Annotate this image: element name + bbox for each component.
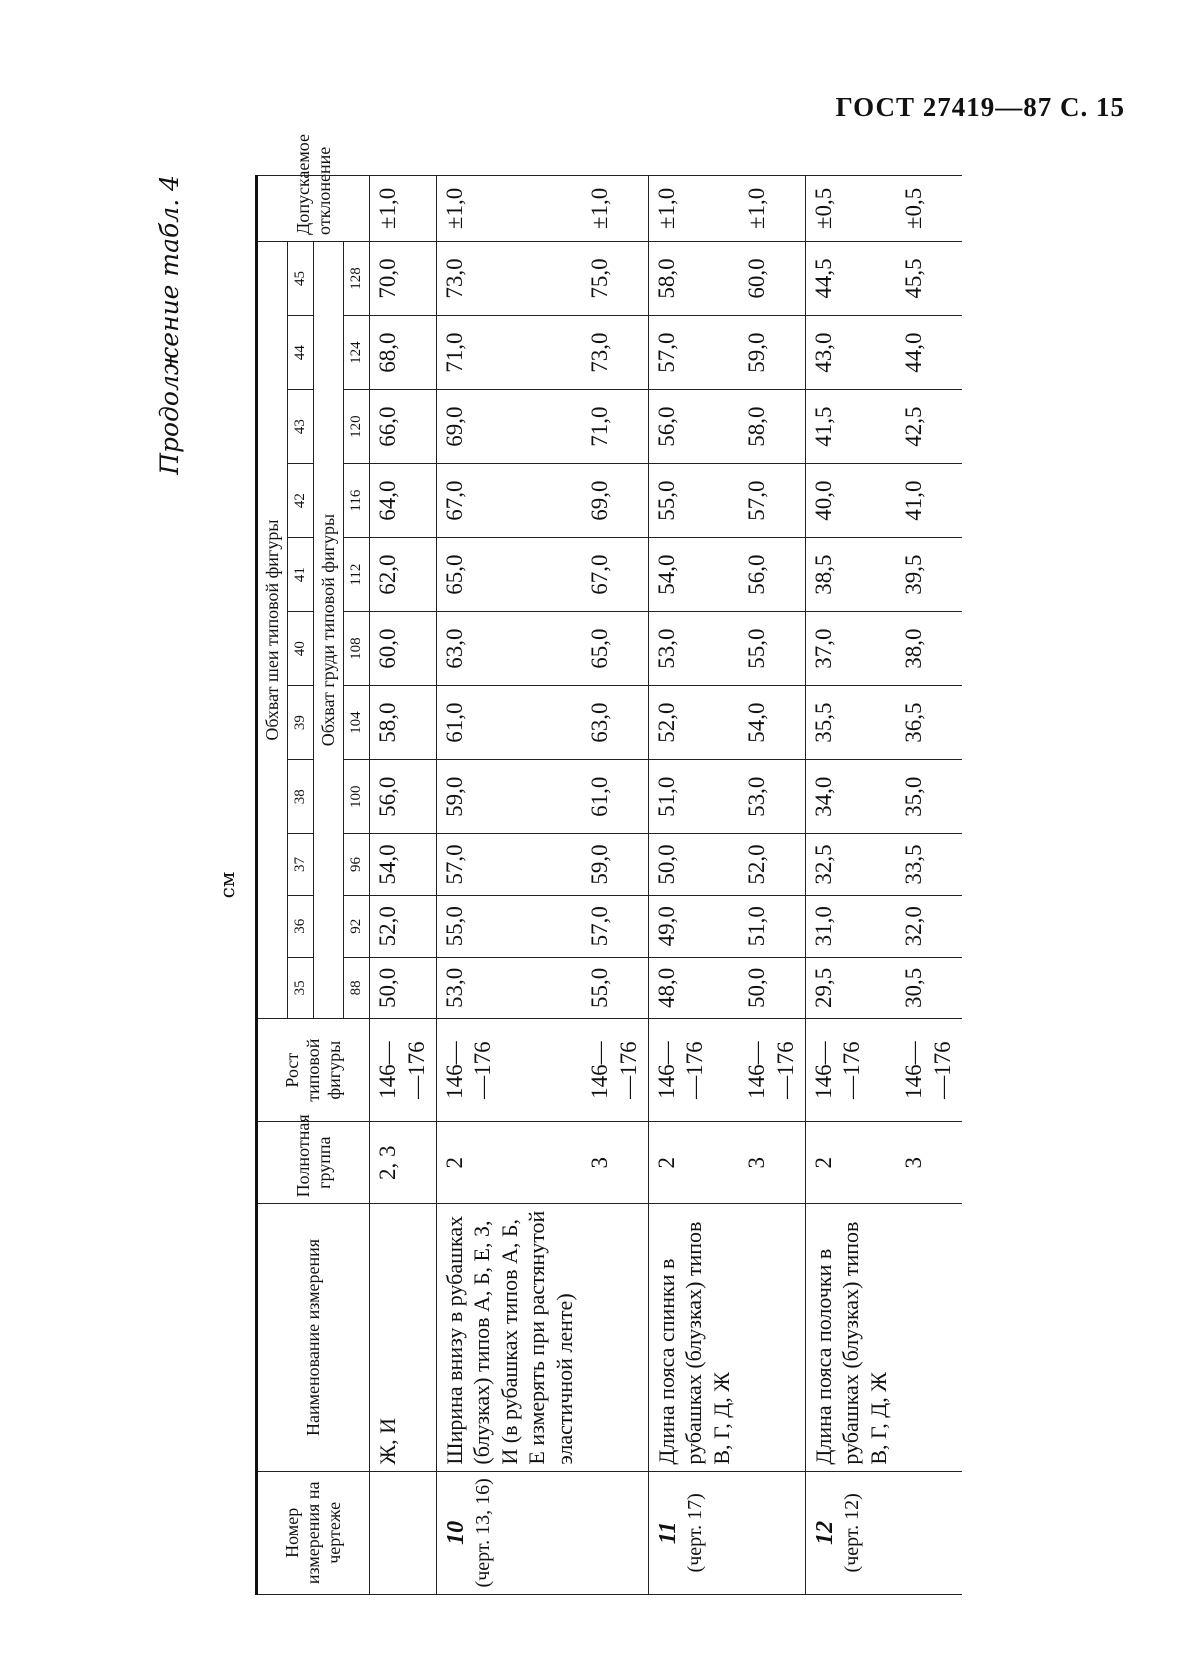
tolerance-value: ±1,0	[370, 176, 437, 242]
measurement-name: Ж, И	[370, 1204, 437, 1471]
tolerance-value: ±1,0	[582, 176, 648, 242]
size-value: 39,5	[896, 538, 962, 612]
size-value: 52,0	[370, 895, 437, 957]
size-value: 51,0	[739, 895, 805, 957]
measurement-name: Ширина внизу в рубашках (блузках) типов А, Б, Е, З, И (в рубашках типов А, Б, Е измерять при растянутой эластичной ленте)	[436, 1204, 582, 1471]
fullness-group: 2	[648, 1122, 739, 1204]
chest-size-header: 88	[344, 957, 370, 1019]
tolerance-value: ±1,0	[739, 176, 805, 242]
figure-height: 146— —176	[739, 1019, 805, 1122]
size-value: 57,0	[739, 464, 805, 538]
chest-size-header: 120	[344, 390, 370, 464]
size-value: 32,0	[896, 895, 962, 957]
header-name: Наименование измерения	[257, 1204, 370, 1471]
size-value: 66,0	[370, 390, 437, 464]
measurement-number-value: 11	[654, 1521, 681, 1545]
size-value: 43,0	[805, 316, 896, 390]
header-tolerance: Допускаемое отклонение	[257, 176, 370, 242]
header-neck-girth: Обхват шеи типовой фигуры	[257, 241, 288, 1018]
size-value: 57,0	[436, 834, 582, 896]
neck-size-header: 41	[288, 538, 314, 612]
size-value: 61,0	[582, 760, 648, 834]
table-row	[896, 176, 962, 1595]
neck-size-header: 43	[288, 390, 314, 464]
tolerance-value: ±1,0	[436, 176, 582, 242]
drawing-reference: (черт. 17)	[683, 1493, 706, 1573]
neck-size-header: 36	[288, 895, 314, 957]
measurement-number	[896, 1471, 962, 1594]
size-value: 40,0	[805, 464, 896, 538]
size-value: 65,0	[582, 612, 648, 686]
size-value: 56,0	[648, 390, 739, 464]
table-row	[370, 176, 437, 1595]
size-value: 50,0	[648, 834, 739, 896]
measurement-table	[255, 133, 962, 1595]
size-value: 56,0	[739, 538, 805, 612]
table-row	[582, 176, 648, 1595]
neck-size-header: 35	[288, 957, 314, 1019]
size-value: 69,0	[582, 464, 648, 538]
size-value: 75,0	[582, 241, 648, 315]
header-fullness-group: Полнотная группа	[257, 1122, 370, 1204]
measurement-number	[370, 1471, 437, 1594]
size-value: 54,0	[370, 834, 437, 896]
measurement-number	[739, 1471, 805, 1594]
size-value: 54,0	[648, 538, 739, 612]
measurement-number-value: 12	[811, 1520, 838, 1545]
size-value: 54,0	[739, 686, 805, 760]
neck-size-header: 38	[288, 760, 314, 834]
size-value: 69,0	[436, 390, 582, 464]
size-value: 67,0	[582, 538, 648, 612]
size-value: 34,0	[805, 760, 896, 834]
measurement-number	[805, 1471, 896, 1594]
chest-size-header: 124	[344, 316, 370, 390]
chest-size-header: 92	[344, 895, 370, 957]
size-value: 33,5	[896, 834, 962, 896]
size-value: 62,0	[370, 538, 437, 612]
figure-height: 146— —176	[370, 1019, 437, 1122]
chest-size-header: 96	[344, 834, 370, 896]
fullness-group: 2	[805, 1122, 896, 1204]
neck-size-header: 39	[288, 686, 314, 760]
size-value: 41,5	[805, 390, 896, 464]
figure-height: 146— —176	[805, 1019, 896, 1122]
size-value: 48,0	[648, 957, 739, 1019]
size-value: 63,0	[582, 686, 648, 760]
size-value: 52,0	[648, 686, 739, 760]
measurement-name	[896, 1204, 962, 1471]
chest-size-header: 112	[344, 538, 370, 612]
size-value: 60,0	[370, 612, 437, 686]
size-value: 50,0	[370, 957, 437, 1019]
header-number: Номер измерения на чертеже	[257, 1471, 370, 1594]
fullness-group: 2, 3	[370, 1122, 437, 1204]
tolerance-value: ±0,5	[896, 176, 962, 242]
size-value: 58,0	[648, 241, 739, 315]
size-value: 57,0	[648, 316, 739, 390]
size-value: 51,0	[648, 760, 739, 834]
drawing-reference: (черт. 13, 16)	[471, 1478, 494, 1588]
chest-size-header: 116	[344, 464, 370, 538]
neck-size-header: 45	[288, 241, 314, 315]
neck-size-header: 37	[288, 834, 314, 896]
size-value: 45,5	[896, 241, 962, 315]
size-value: 38,0	[896, 612, 962, 686]
header-chest-girth: Обхват груди типовой фигуры	[314, 241, 344, 1018]
fullness-group: 3	[582, 1122, 648, 1204]
measurement-number	[648, 1471, 739, 1594]
size-value: 61,0	[436, 686, 582, 760]
measurement-number-value: 10	[442, 1520, 469, 1545]
size-value: 44,0	[896, 316, 962, 390]
tolerance-value: ±1,0	[648, 176, 739, 242]
size-value: 73,0	[436, 241, 582, 315]
size-value: 59,0	[436, 760, 582, 834]
size-value: 49,0	[648, 895, 739, 957]
tolerance-value: ±0,5	[805, 176, 896, 242]
drawing-reference: (черт. 12)	[840, 1493, 863, 1573]
rotated-table-area	[145, 133, 1125, 1595]
size-value: 65,0	[436, 538, 582, 612]
size-value: 60,0	[739, 241, 805, 315]
size-value: 50,0	[739, 957, 805, 1019]
measurement-number	[436, 1471, 582, 1594]
measurement-name: Длина пояса полочки в рубашках (блузках) типов В, Г, Д, Ж	[805, 1204, 896, 1471]
size-value: 63,0	[436, 612, 582, 686]
size-value: 35,0	[896, 760, 962, 834]
measurement-name	[582, 1204, 648, 1471]
measurement-name: Длина пояса спинки в рубашках (блузках) типов В, Г, Д, Ж	[648, 1204, 739, 1471]
unit-caption: см	[215, 871, 239, 899]
neck-size-header: 40	[288, 612, 314, 686]
size-value: 53,0	[648, 612, 739, 686]
size-value: 59,0	[739, 316, 805, 390]
fullness-group: 3	[896, 1122, 962, 1204]
size-value: 42,5	[896, 390, 962, 464]
size-value: 44,5	[805, 241, 896, 315]
size-value: 37,0	[805, 612, 896, 686]
chest-size-header: 104	[344, 686, 370, 760]
size-value: 58,0	[739, 390, 805, 464]
size-value: 58,0	[370, 686, 437, 760]
size-value: 35,5	[805, 686, 896, 760]
figure-height: 146— —176	[436, 1019, 582, 1122]
size-value: 29,5	[805, 957, 896, 1019]
size-value: 71,0	[436, 316, 582, 390]
size-value: 30,5	[896, 957, 962, 1019]
size-value: 32,5	[805, 834, 896, 896]
measurement-name	[739, 1204, 805, 1471]
size-value: 71,0	[582, 390, 648, 464]
size-value: 53,0	[739, 760, 805, 834]
table-row	[805, 176, 896, 1595]
size-value: 38,5	[805, 538, 896, 612]
size-value: 57,0	[582, 895, 648, 957]
size-value: 55,0	[648, 464, 739, 538]
header-height: Рост типовой фигуры	[257, 1019, 370, 1122]
fullness-group: 3	[739, 1122, 805, 1204]
continuation-caption: Продолжение табл. 4	[155, 175, 184, 475]
table-row	[739, 176, 805, 1595]
size-value: 59,0	[582, 834, 648, 896]
size-value: 56,0	[370, 760, 437, 834]
size-value: 41,0	[896, 464, 962, 538]
figure-height: 146— —176	[582, 1019, 648, 1122]
size-value: 68,0	[370, 316, 437, 390]
size-value: 55,0	[582, 957, 648, 1019]
size-value: 73,0	[582, 316, 648, 390]
size-value: 55,0	[436, 895, 582, 957]
chest-size-header: 100	[344, 760, 370, 834]
size-value: 31,0	[805, 895, 896, 957]
fullness-group: 2	[436, 1122, 582, 1204]
size-value: 64,0	[370, 464, 437, 538]
size-value: 53,0	[436, 957, 582, 1019]
measurement-number	[582, 1471, 648, 1594]
size-value: 70,0	[370, 241, 437, 315]
chest-size-header: 108	[344, 612, 370, 686]
table-row	[436, 176, 582, 1595]
neck-size-header: 44	[288, 316, 314, 390]
figure-height: 146— —176	[648, 1019, 739, 1122]
neck-size-header: 42	[288, 464, 314, 538]
size-value: 67,0	[436, 464, 582, 538]
chest-size-header: 128	[344, 241, 370, 315]
size-value: 55,0	[739, 612, 805, 686]
table-row	[648, 176, 739, 1595]
figure-height: 146— —176	[896, 1019, 962, 1122]
size-value: 36,5	[896, 686, 962, 760]
page-header: ГОСТ 27419—87 С. 15	[835, 92, 1125, 122]
size-value: 52,0	[739, 834, 805, 896]
